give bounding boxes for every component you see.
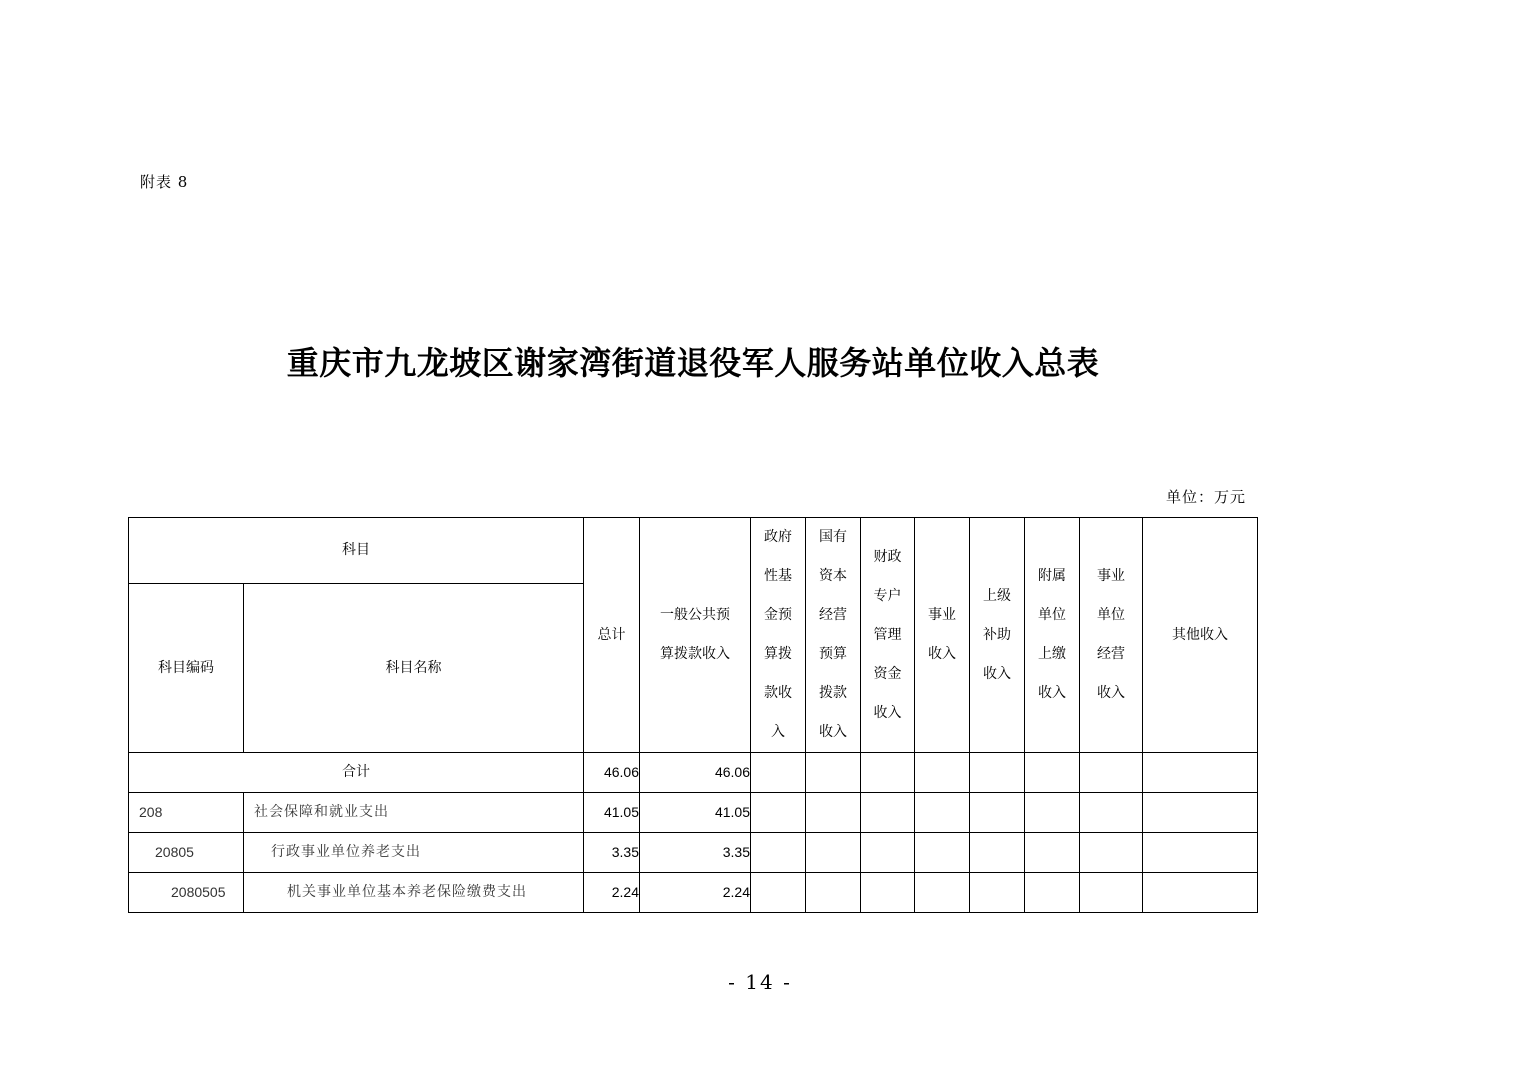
empty-cell <box>1080 833 1143 873</box>
empty-cell <box>806 873 861 913</box>
table-row <box>129 833 1258 873</box>
empty-cell <box>806 753 861 793</box>
income-summary-table <box>128 517 1258 913</box>
empty-cell <box>1080 753 1143 793</box>
empty-cell <box>861 833 915 873</box>
total-cell: 2.24 <box>584 873 640 913</box>
total-row <box>129 753 1258 793</box>
empty-cell <box>861 753 915 793</box>
empty-cell <box>1025 873 1080 913</box>
empty-cell <box>751 873 806 913</box>
general-budget-cell: 41.05 <box>640 793 751 833</box>
page-number: - 14 - <box>728 970 792 994</box>
empty-cell <box>1143 753 1258 793</box>
total-label: 合计 <box>129 753 584 793</box>
empty-cell <box>861 873 915 913</box>
general-budget-cell: 3.35 <box>640 833 751 873</box>
total-cell: 41.05 <box>584 793 640 833</box>
subject-code-cell: 20805 <box>129 833 244 873</box>
page-title: 重庆市九龙坡区谢家湾街道退役军人服务站单位收入总表 <box>286 344 1100 382</box>
general-budget-cell: 46.06 <box>640 753 751 793</box>
empty-cell <box>1025 793 1080 833</box>
empty-cell <box>970 833 1025 873</box>
empty-cell <box>1143 833 1258 873</box>
empty-cell <box>1080 793 1143 833</box>
header-total: 总计 <box>584 518 640 753</box>
empty-cell <box>806 793 861 833</box>
header-affiliate-payment: 附属 单位 上缴 收入 <box>1025 518 1080 753</box>
empty-cell <box>806 833 861 873</box>
header-gov-fund: 政府 性基 金预 算拨 款收 入 <box>751 518 806 753</box>
header-subject-code: 科目编码 <box>129 584 244 753</box>
empty-cell <box>1143 873 1258 913</box>
empty-cell <box>915 753 970 793</box>
empty-cell <box>751 753 806 793</box>
empty-cell <box>915 833 970 873</box>
subject-name-cell: 社会保障和就业支出 <box>244 793 584 833</box>
empty-cell <box>970 793 1025 833</box>
header-subject: 科目 <box>129 518 584 584</box>
header-subject-name: 科目名称 <box>244 584 584 753</box>
total-cell: 3.35 <box>584 833 640 873</box>
empty-cell <box>915 873 970 913</box>
appendix-label: 附表 8 <box>140 173 189 191</box>
unit-label: 单位：万元 <box>1165 488 1246 506</box>
subject-code-cell: 208 <box>129 793 244 833</box>
subject-name-cell: 行政事业单位养老支出 <box>244 833 584 873</box>
header-state-capital: 国有 资本 经营 预算 拨款 收入 <box>806 518 861 753</box>
empty-cell <box>970 873 1025 913</box>
subject-name-cell: 机关事业单位基本养老保险缴费支出 <box>244 873 584 913</box>
empty-cell <box>1025 833 1080 873</box>
header-fiscal-account: 财政 专户 管理 资金 收入 <box>861 518 915 753</box>
empty-cell <box>915 793 970 833</box>
table-row <box>129 793 1258 833</box>
header-superior-subsidy: 上级 补助 收入 <box>970 518 1025 753</box>
empty-cell <box>1143 793 1258 833</box>
subject-code-cell: 2080505 <box>129 873 244 913</box>
empty-cell <box>751 833 806 873</box>
table-row <box>129 873 1258 913</box>
total-cell: 46.06 <box>584 753 640 793</box>
general-budget-cell: 2.24 <box>640 873 751 913</box>
empty-cell <box>861 793 915 833</box>
empty-cell <box>1025 753 1080 793</box>
empty-cell <box>1080 873 1143 913</box>
header-operating-income: 事业 单位 经营 收入 <box>1080 518 1143 753</box>
header-general-budget: 一般公共预 算拨款收入 <box>640 518 751 753</box>
header-business-income: 事业 收入 <box>915 518 970 753</box>
empty-cell <box>751 793 806 833</box>
header-other-income: 其他收入 <box>1143 518 1258 753</box>
empty-cell <box>970 753 1025 793</box>
